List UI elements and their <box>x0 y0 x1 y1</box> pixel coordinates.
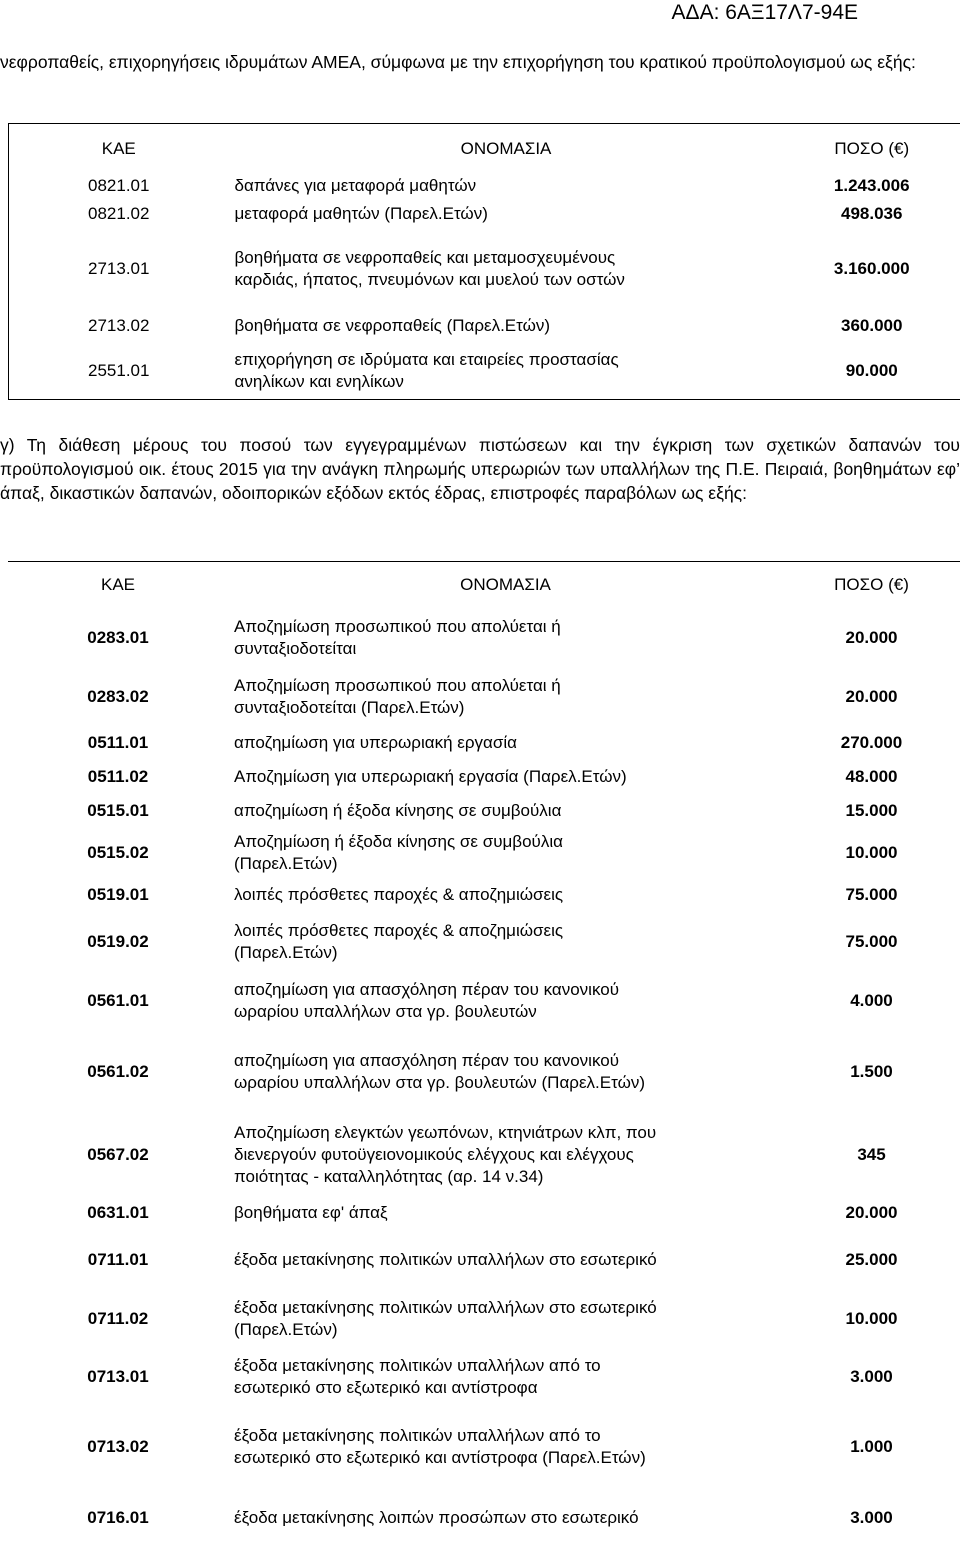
row-amount: 10.000 <box>845 842 898 862</box>
table-row <box>8 1348 960 1406</box>
row-amount: 20.000 <box>845 627 898 647</box>
row-name: δαπάνες για μεταφορά μαθητών <box>234 175 477 195</box>
table-row <box>8 1488 960 1548</box>
table-row <box>9 198 960 230</box>
row-name: αποζημίωση για απασχόληση πέραν του κανονικού ωραρίου υπαλλήλων στα γρ. βουλευτών <box>234 979 619 1021</box>
row-amount: 1.500 <box>850 1061 893 1081</box>
row-kae: 0567.02 <box>87 1144 149 1164</box>
table-row <box>8 972 960 1030</box>
row-amount: 1.243.006 <box>833 175 910 195</box>
row-amount: 345 <box>857 1144 886 1164</box>
table-row <box>8 794 960 828</box>
row-name: έξοδα μετακίνησης πολιτικών υπαλλήλων στο εσωτερικό <box>234 1249 657 1269</box>
row-kae: 0519.01 <box>87 884 149 904</box>
budget-table-1 <box>8 123 960 400</box>
row-amount: 15.000 <box>845 800 898 820</box>
row-name: έξοδα μετακίνησης πολιτικών υπαλλήλων στο εσωτερικό (Παρελ.Ετών) <box>234 1297 657 1339</box>
row-amount: 90.000 <box>845 361 898 381</box>
header-kae: ΚΑΕ <box>101 138 136 158</box>
row-kae: 0711.01 <box>87 1249 149 1269</box>
table-row <box>8 1406 960 1488</box>
table-row <box>8 608 960 668</box>
row-name: λοιπές πρόσθετες παροχές & αποζημιώσεις <box>234 884 564 904</box>
row-amount: 25.000 <box>845 1249 898 1269</box>
row-kae: 0631.01 <box>87 1202 149 1222</box>
table-header-row <box>8 562 960 608</box>
row-name: έξοδα μετακίνησης πολιτικών υπαλλήλων από το εσωτερικό στο εξωτερικό και αντίστροφα <box>234 1355 601 1397</box>
row-kae: 0561.02 <box>87 1061 149 1081</box>
row-name: μεταφορά μαθητών (Παρελ.Ετών) <box>234 203 488 223</box>
row-amount: 498.036 <box>841 203 903 223</box>
row-name: Αποζημίωση προσωπικού που απολύεται ή συνταξιοδοτείται <box>234 616 561 658</box>
table-row <box>8 726 960 760</box>
row-amount: 3.000 <box>850 1366 893 1386</box>
row-kae: 0561.01 <box>87 990 149 1010</box>
row-kae: 2713.02 <box>88 315 150 335</box>
row-amount: 20.000 <box>845 686 898 706</box>
row-kae: 0519.02 <box>87 931 149 951</box>
table-row <box>8 828 960 878</box>
row-name: βοηθήματα σε νεφροπαθείς (Παρελ.Ετών) <box>234 315 551 335</box>
table-header-row <box>9 124 960 174</box>
row-kae: 0716.01 <box>87 1507 149 1527</box>
ada-code: ΑΔΑ: 6ΑΞ17Λ7-94Ε <box>671 1 858 24</box>
budget-table-2 <box>8 561 960 1548</box>
row-amount: 3.000 <box>850 1507 893 1527</box>
row-name: Αποζημίωση ελεγκτών γεωπόνων, κτηνιάτρων κλπ, που διενεργούν φυτοϋγειονομικούς ελέγχους και ελέγχους ποιότητας - καταλληλότητας (αρ. 14 ν.34) <box>234 1122 657 1186</box>
row-kae: 0515.02 <box>87 842 149 862</box>
table-row <box>8 1230 960 1290</box>
table-row <box>9 344 960 400</box>
table-row <box>8 912 960 972</box>
row-amount: 20.000 <box>845 1202 898 1222</box>
table-row <box>9 174 960 198</box>
row-kae: 0511.02 <box>87 766 149 786</box>
row-amount: 1.000 <box>850 1436 893 1456</box>
row-name: Αποζημίωση ή έξοδα κίνησης σε συμβούλια (Παρελ.Ετών) <box>234 831 563 873</box>
row-name: Αποζημίωση για υπερωριακή εργασία (Παρελ.Ετών) <box>234 766 627 786</box>
row-name: βοηθήματα σε νεφροπαθείς και μεταμοσχευμένους καρδιάς, ήπατος, πνευμόνων και μυελού των οστών <box>234 247 625 289</box>
row-kae: 0283.01 <box>87 627 149 647</box>
row-name: λοιπές πρόσθετες παροχές & αποζημιώσεις (Παρελ.Ετών) <box>234 920 564 962</box>
row-kae: 0283.02 <box>87 686 149 706</box>
table-row <box>8 1290 960 1348</box>
header-name: ΟΝΟΜΑΣΙΑ <box>460 138 552 158</box>
row-name: αποζημίωση για απασχόληση πέραν του κανονικού ωραρίου υπαλλήλων στα γρ. βουλευτών (Παρελ.Ετών) <box>234 1050 645 1092</box>
table-row <box>9 308 960 344</box>
row-kae: 0511.01 <box>87 732 149 752</box>
table-row <box>9 230 960 308</box>
row-amount: 75.000 <box>845 884 898 904</box>
row-amount: 4.000 <box>850 990 893 1010</box>
table-row <box>8 1114 960 1196</box>
row-amount: 360.000 <box>841 315 903 335</box>
row-name: επιχορήγηση σε ιδρύματα και εταιρείες προστασίας ανηλίκων και ενηλίκων <box>234 350 619 392</box>
header-amount: ΠΟΣΟ (€) <box>834 574 909 594</box>
table-row <box>8 1030 960 1114</box>
intro-paragraph: νεφροπαθείς, επιχορηγήσεις ιδρυμάτων ΑΜΕΑ, σύμφωνα με την επιχορήγηση του κρατικού προϋπολογισμού ως εξής: <box>0 52 916 72</box>
row-amount: 270.000 <box>840 732 903 752</box>
header-kae: ΚΑΕ <box>100 574 136 594</box>
row-kae: 0711.02 <box>87 1308 149 1328</box>
row-kae: 0713.01 <box>87 1366 149 1386</box>
row-amount: 3.160.000 <box>833 258 910 278</box>
row-name: αποζημίωση για υπερωριακή εργασία <box>234 732 517 752</box>
row-name: έξοδα μετακίνησης λοιπών προσώπων στο εσωτερικό <box>234 1507 639 1527</box>
row-amount: 48.000 <box>845 766 898 786</box>
row-kae: 0515.01 <box>87 800 149 820</box>
row-amount: 10.000 <box>845 1308 898 1328</box>
row-name: Αποζημίωση προσωπικού που απολύεται ή συνταξιοδοτείται (Παρελ.Ετών) <box>234 675 561 717</box>
table-row <box>8 668 960 726</box>
section-gamma-paragraph: γ) Τη διάθεση μέρους του ποσού των εγγεγραμμένων πιστώσεων και την έγκριση των σχετικών δαπανών του προϋπολογισμού οικ. έτους 2015 για την ανάγκη πληρωμής υπερωριών των υπαλλήλων της Π.Ε. Πειραιά, βοηθημάτων εφ’ άπαξ, δικαστικών δαπανών, οδοιπορικών εξόδων εκτός έδρας, επιστροφές παραβόλων ως εξής: <box>0 435 960 503</box>
row-kae: 0713.02 <box>87 1436 149 1456</box>
header-name: ΟΝΟΜΑΣΙΑ <box>460 574 551 594</box>
row-kae: 0821.01 <box>88 175 150 195</box>
row-kae: 0821.02 <box>88 203 150 223</box>
row-name: έξοδα μετακίνησης πολιτικών υπαλλήλων από το εσωτερικό στο εξωτερικό και αντίστροφα (Παρελ.Ετών) <box>234 1425 646 1467</box>
row-kae: 2713.01 <box>88 258 150 278</box>
row-amount: 75.000 <box>845 931 898 951</box>
table-row <box>8 760 960 794</box>
row-name: αποζημίωση ή έξοδα κίνησης σε συμβούλια <box>234 800 562 820</box>
table-row <box>8 878 960 912</box>
row-name: βοηθήματα εφ' άπαξ <box>234 1202 388 1222</box>
row-kae: 2551.01 <box>88 361 150 381</box>
table-row <box>8 1196 960 1230</box>
header-amount: ΠΟΣΟ (€) <box>834 138 910 158</box>
